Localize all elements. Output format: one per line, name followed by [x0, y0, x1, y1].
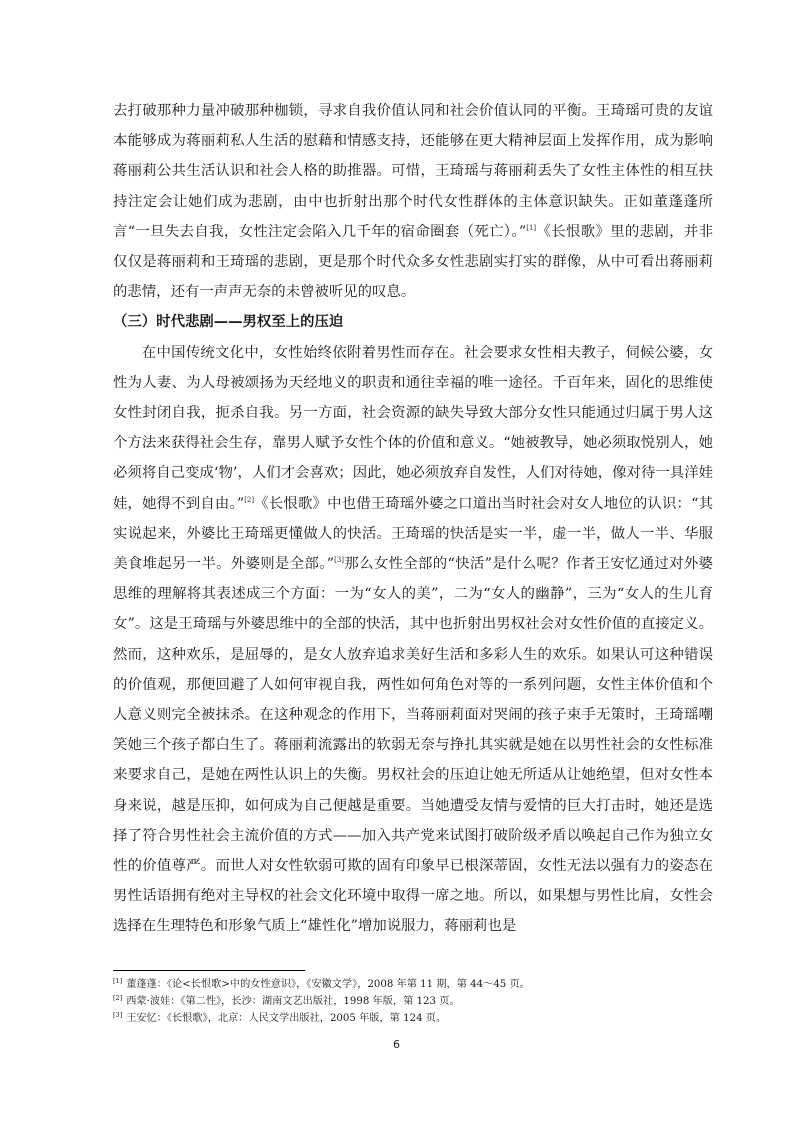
- paragraph-1: [113, 96, 713, 307]
- footnote-2: [113, 993, 713, 1010]
- footnote-text: 董蓬蓬：《论<长恨歌>中的女性意识》，《安徽文学》，2008 年第 11 期，第 44～45 页。: [126, 979, 530, 990]
- citation-ref: [1]: [526, 223, 537, 232]
- section-heading: （三）时代悲剧——男权至上的压迫: [113, 314, 344, 331]
- footnote-divider: [113, 970, 305, 971]
- footnote-mark: [1]: [113, 977, 123, 985]
- text-run: 那么女性全部的“快活”是什么呢？作者王安忆通过对外婆思维的理解将其表述成三个方面：一为“女人的美”，二为“女人的幽静”，三为“女人的生儿育女”。这是王琦瑶与外婆思维中的全部的快活，其中也折射出男权社会对女性价值的直接定义。然而，这种欢乐，是屈辱的，是女人放弃追求美好生活和多彩人生的欢乐。如果认可这种错误的价值观，那便回避了人如何审视自我，两性如何角色对等的一系列问题，女性主体价值和个人意义则完全被抹杀。在这种观念的作用下，当蒋丽莉面对哭闹的孩子束手无策时，王琦瑶嘲笑她三个孩子都白生了。蒋丽莉流露出的软弱无奈与挣扎其实就是她在以男性社会的女性标准来要求自己，是她在两性认识上的失衡。男权社会的压迫让她无所适从让她绝望，但对女性本身来说，越是压抑，如何成为自己便越是重要。当她遭受友情与爱情的巨大打击时，她还是选择了符合男性社会主流价值的方式——加入共产党来试图打破阶级矛盾以唤起自己作为独立女性的价值尊严。而世人对女性软弱可欺的固有印象早已根深蒂固，女性无法以强有力的姿态在男性话语拥有绝对主导权的社会文化环境中取得一席之地。所以，如果想与男性比肩，女性会选择在生理特色和形象气质上“雄性化”增加说服力，蒋丽莉也是: [113, 556, 713, 935]
- footnotes: [113, 976, 713, 1028]
- text-run: 《长恨歌》中也借王琦瑶外婆之口道出当时社会对女人地位的认识：“其实说起来，外婆比王琦瑶更懂做人的快活。王琦瑶的快活是实一半，虚一半，做人一半、华服美食堆起另一半。外婆则是全部。”: [113, 495, 713, 573]
- citation-ref: [3]: [334, 556, 345, 565]
- footnote-mark: [2]: [113, 994, 123, 1003]
- footnote-text: 王安忆：《长恨歌》，北京：人民文学出版社，2005 年版，第 124 页。: [126, 1013, 447, 1025]
- text-run: 在中国传统文化中，女性始终依附着男性而存在。社会要求女性相夫教子，伺候公婆，女性为人妻、为人母被颂扬为天经地义的职责和通往幸福的唯一途径。千百年来，固化的思维使女性封闭自我，扼杀自我。另一方面，社会资源的缺失导致大部分女性只能通过归属于男人这个方法来获得社会生存，靠男人赋予女性个体的价值和意义。“她被教导，她必须取悦别人，她必须将自己变成‘物’，人们才会喜欢；因此，她必须放弃自发性，人们对待她，像对待一具洋娃娃，她得不到自由。”: [113, 344, 713, 512]
- main-text: [113, 96, 713, 942]
- footnote-text: 西蒙·波娃：《第二性》，长沙：湖南文艺出版社，1998 年版，第 123 页。: [126, 996, 460, 1008]
- footnote-mark: [3]: [113, 1011, 123, 1020]
- text-run: 去打破那种力量冲破那种枷锁，寻求自我价值认同和社会价值认同的平衡。王琦瑶可贵的友谊本能够成为蒋丽莉私人生活的慰藉和情感支持，还能够在更大精神层面上发挥作用，成为影响蒋丽莉公共生活认识和社会人格的助推器。可惜，王琦瑶与蒋丽莉丢失了女性主体性的相互扶持注定会让她们成为悲剧，由中也折射出那个时代女性群体的主体意识缺失。正如董蓬蓬所言“一旦失去自我，女性注定会陷入几千年的宿命圈套（死亡）。”: [113, 103, 713, 240]
- footnote-3: [113, 1010, 713, 1027]
- paragraph-2: [113, 338, 713, 942]
- footnote-1: [113, 976, 713, 993]
- page-number: 6: [393, 1038, 400, 1051]
- citation-ref: [2]: [244, 495, 255, 504]
- text-run: 《长恨歌》里的悲剧，并非仅仅是蒋丽莉和王琦瑶的悲剧，更是那个时代众多女性悲剧实打实的群像，从中可看出蒋丽莉的悲情，还有一声声无奈的未曾被听见的叹息。: [113, 223, 713, 301]
